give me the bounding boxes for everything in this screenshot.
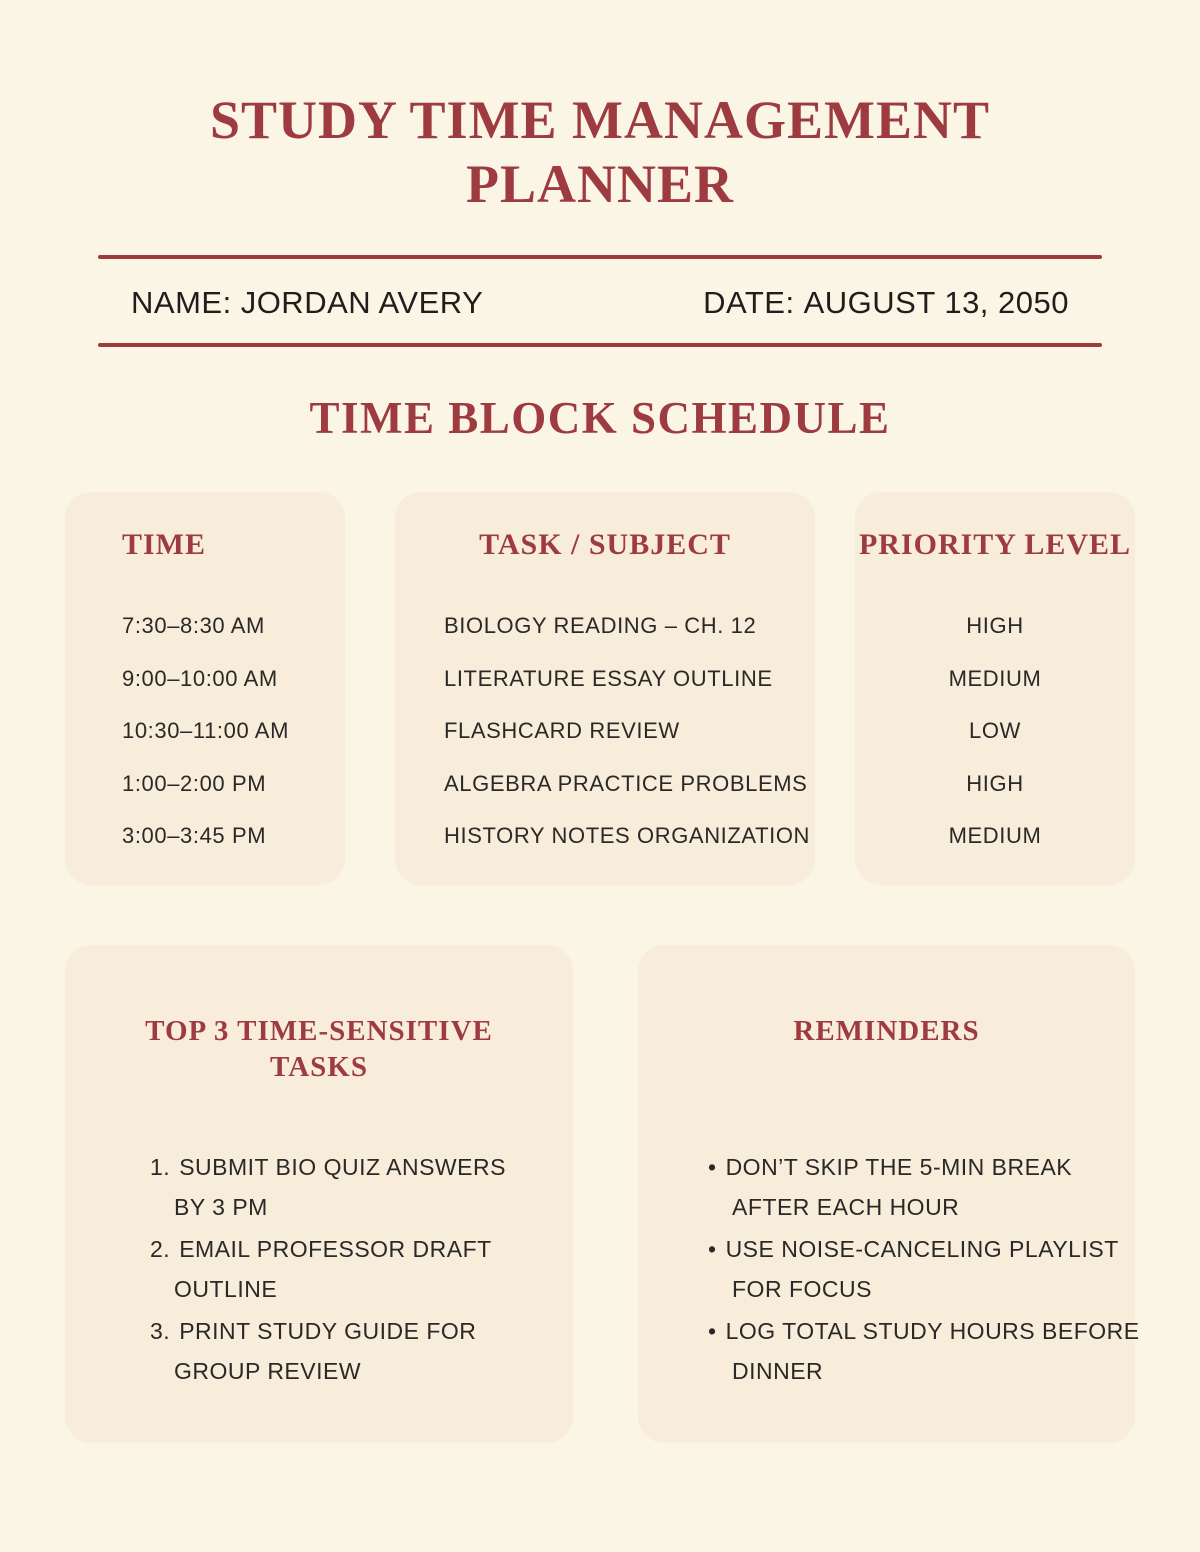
priority-row: MEDIUM	[948, 823, 1042, 849]
divider-bottom	[98, 343, 1102, 347]
priority-row: LOW	[969, 718, 1021, 744]
date-field	[703, 286, 1069, 320]
task-row: FLASHCARD REVIEW	[444, 718, 680, 744]
bullet-icon: •	[708, 1154, 717, 1180]
priority-row: HIGH	[966, 770, 1024, 796]
item-text: USE NOISE-CANCELING PLAYLIST	[725, 1236, 1119, 1262]
task-list-item	[150, 1229, 543, 1309]
item-text-wrap: GROUP REVIEW	[174, 1358, 362, 1384]
time-row: 7:30–8:30 AM	[122, 613, 265, 639]
time-sensitive-tasks-card	[65, 945, 573, 1443]
item-text-wrap: DINNER	[732, 1358, 824, 1384]
item-text: EMAIL PROFESSOR DRAFT	[179, 1236, 492, 1262]
reminder-list-item	[708, 1229, 1119, 1309]
name-field	[131, 286, 483, 320]
divider-top	[98, 255, 1102, 259]
task-row: BIOLOGY READING – CH. 12	[444, 613, 757, 639]
item-text-wrap: AFTER EACH HOUR	[732, 1194, 960, 1220]
name-label: NAME:	[131, 285, 232, 320]
task-row: ALGEBRA PRACTICE PROBLEMS	[444, 770, 808, 796]
page-title: STUDY TIME MANAGEMENT PLANNER	[209, 90, 991, 214]
time-rows	[65, 600, 345, 863]
priority-row: HIGH	[966, 613, 1024, 639]
item-number: 3.	[150, 1318, 171, 1344]
task-list-item	[150, 1311, 543, 1391]
reminders-list	[638, 1147, 1140, 1391]
reminder-list-item	[708, 1147, 1105, 1227]
task-column-card	[395, 492, 815, 885]
item-text-wrap: FOR FOCUS	[732, 1276, 872, 1302]
reminder-list-item	[708, 1311, 1140, 1391]
item-number: 2.	[150, 1236, 171, 1262]
bullet-icon: •	[708, 1236, 717, 1262]
date-label: DATE:	[703, 285, 795, 320]
item-text-wrap: OUTLINE	[174, 1276, 278, 1302]
priority-column-header: PRIORITY LEVEL	[858, 528, 1132, 561]
time-row: 1:00–2:00 PM	[122, 770, 267, 796]
bullet-icon: •	[708, 1318, 717, 1344]
task-row: HISTORY NOTES ORGANIZATION	[444, 823, 811, 849]
item-text: LOG TOTAL STUDY HOURS BEFORE	[725, 1318, 1140, 1344]
time-row: 3:00–3:45 PM	[122, 823, 267, 849]
schedule-heading: TIME BLOCK SCHEDULE	[309, 393, 891, 443]
item-text-wrap: BY 3 PM	[174, 1194, 268, 1220]
task-column-header: TASK / SUBJECT	[479, 528, 731, 561]
tasks-list	[65, 1147, 573, 1391]
item-text: SUBMIT BIO QUIZ ANSWERS	[179, 1154, 506, 1180]
item-number: 1.	[150, 1154, 171, 1180]
item-text: PRINT STUDY GUIDE FOR	[179, 1318, 477, 1344]
item-text: DON’T SKIP THE 5-MIN BREAK	[725, 1154, 1073, 1180]
time-row: 10:30–11:00 AM	[122, 718, 290, 744]
name-value: JORDAN AVERY	[240, 285, 484, 320]
task-list-item	[150, 1147, 543, 1227]
priority-rows	[855, 600, 1135, 863]
info-row	[131, 286, 1069, 320]
time-row: 9:00–10:00 AM	[122, 665, 278, 691]
priority-column-card	[855, 492, 1135, 885]
date-value: AUGUST 13, 2050	[803, 285, 1069, 320]
time-column-header: TIME	[122, 528, 207, 561]
reminders-card-heading: REMINDERS	[793, 1015, 980, 1047]
priority-row: MEDIUM	[948, 665, 1042, 691]
task-row: LITERATURE ESSAY OUTLINE	[444, 665, 773, 691]
tasks-card-heading: TOP 3 TIME-SENSITIVE TASKS	[145, 1015, 493, 1083]
reminders-card	[638, 945, 1140, 1443]
task-rows	[395, 600, 815, 863]
time-column-card	[65, 492, 345, 885]
